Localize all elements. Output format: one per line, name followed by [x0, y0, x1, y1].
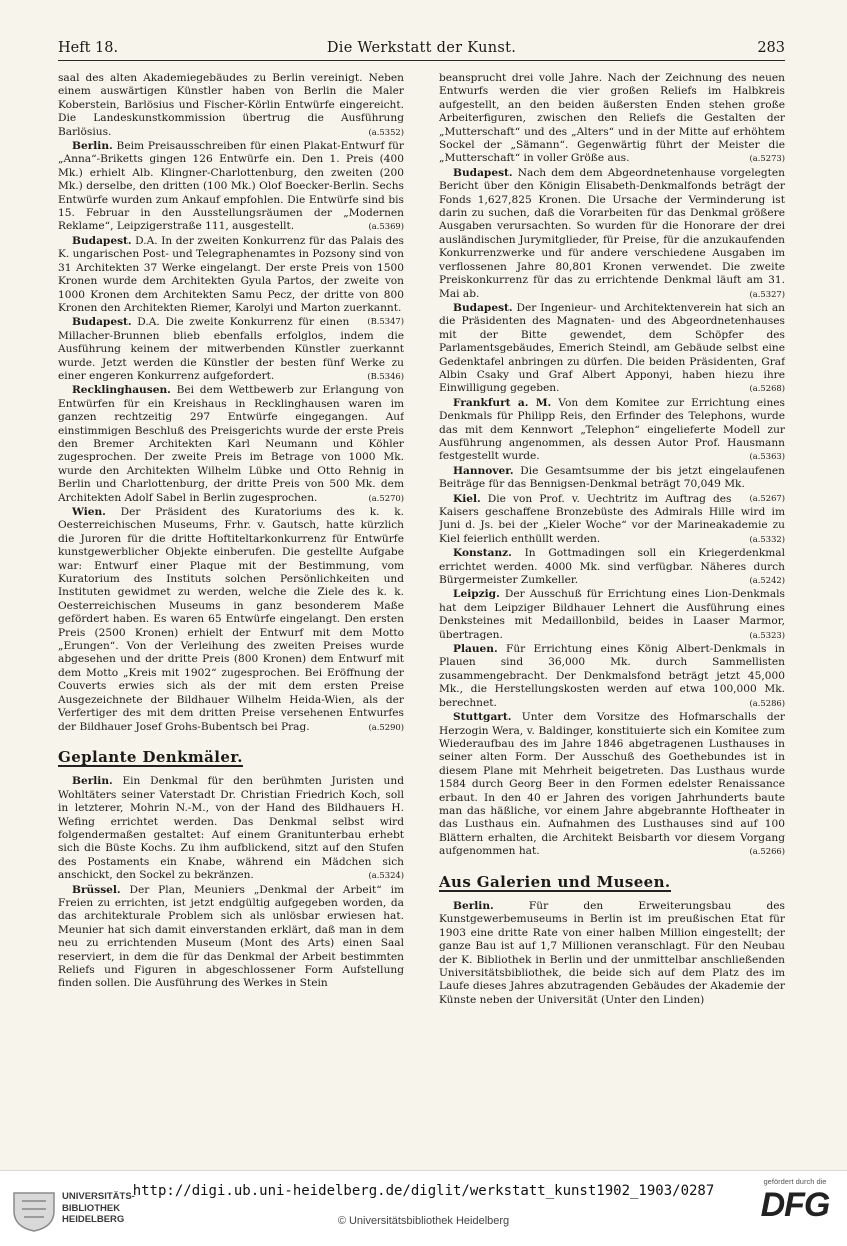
article-paragraph: Stuttgart. Unter dem Vorsitze des Hofmarschalls der Herzogin Wera, v. Baldinger, konstituierte sich ein Komitee zum Wiederaufbau des im Jahre 1846 abgetragenen Lusthauses in seiner alten Form. Der Ausschuß des Goethebundes ist in diesem Plane mit Mehrheit beigetreten. Das Lusthaus wurde 1584 durch Georg Beer in den Formen edelster Renaissance erbaut. In den 40 er Jahren des vorigen Jahrhunderts baute man das häßliche, vor einem Jahre abgebrannte Hoftheater in das Lusthaus ein. Aufnahmen des Lusthauses sind auf 100 Blättern erhalten, die Architekt Beisbarth vor diesem Vorgang aufgenommen hat. (a.5266): [439, 711, 785, 858]
issue-label: Heft 18.: [58, 40, 119, 56]
article-paragraph: beansprucht drei volle Jahre. Nach der Zeichnung des neuen Entwurfs werden die vier großen Reliefs im Halbkreis aufgestellt, an den beiden äußersten Enden stehen große Arbeiterfiguren, zwischen den Reliefs die Gestalten der „Mutterschaft“ und des „Alters“ und in der Mitte auf erhöhtem Sockel der „Sämann“. Gegenwärtig führt der Meister die „Mutterschaft“ in voller Größe aus. (a.5273): [439, 72, 785, 165]
article-paragraph: Budapest. Nach dem dem Abgeordnetenhause vorgelegten Bericht über den Königin Elisabeth-Denkmalfonds beträgt der Fonds 1,627,825 Kronen. Die Ursache der Verminderung ist darin zu suchen, daß die Vorarbeiten für das Denkmal größere Ausgaben verursachten. So wurden für die Honorare der drei ausländischen Jurymitglieder, für Preise, für die anzukaufenden Konkurrenzwerke und für andere verschiedene Ausgaben im verflossenen Jahre 80,801 Kronen verwendet. Die zweite Preiskonkurrenz für das zu errichtende Denkmal läuft am 31. Mai ab. (a.5327): [439, 166, 785, 300]
funding-note: gefördert durch die: [763, 1177, 827, 1186]
article-paragraph: saal des alten Akademiegebäudes zu Berlin vereinigt. Neben einem auswärtigen Künstler haben von Berlin die Maler Koberstein, Barlösius und Fischer-Körlin Entwürfe eingereicht. Die Landeskunstkommission übertrug die Ausführung Barlösius. (a.5352): [58, 72, 404, 138]
library-name: UNIVERSITÄTS- BIBLIOTHEK HEIDELBERG: [62, 1191, 135, 1225]
section-heading: Aus Galerien und Museen.: [439, 872, 671, 891]
article-paragraph: Konstanz. In Gottmadingen soll ein Kriegerdenkmal errichtet werden. 4000 Mk. sind verfügbar. Näheres durch Bürgermeister Zumkeller. (a.5242): [439, 547, 785, 587]
page-number: 283: [757, 40, 785, 56]
article-paragraph: Budapest. D.A. In der zweiten Konkurrenz für das Palais des K. ungarischen Post- und Telegraphenamtes in Pozsony sind von 31 Architekten 37 Werke eingelangt. Der erste Preis von 1500 Kronen wurde dem Architekten Gyula Partos, der zweite von 1000 Kronen dem Architekten Samu Pecz, der dritte von 800 Kronen den Architekten Riemer, Karolyi und Marton zuerkannt. (B.5347): [58, 234, 404, 327]
viewer-footer: [0, 1170, 847, 1246]
article-paragraph: Recklinghausen. Bei dem Wettbewerb zur Erlangung von Entwürfen für ein Kreishaus in Recklinghausen waren im ganzen rechtzeitig 297 Entwürfe eingegangen. Auf einstimmigen Beschluß des Preisgerichts wurde der erste Preis den Bremer Architekten Karl Neumann und Köhler zugesprochen. Der zweite Preis im Betrage von 1000 Mk. wurde den Architekten Wilhelm Lübke und Otto Rehnig in Berlin und Charlottenburg, der dritte Preis von 500 Mk. dem Architekten Adolf Sabel in Berlin zugesprochen. (a.5270): [58, 384, 404, 504]
copyright-notice: © Universitätsbibliothek Heidelberg: [337, 1215, 510, 1227]
article-paragraph: Berlin. Für den Erweiterungsbau des Kunstgewerbemuseums in Berlin ist im preußischen Etat für 1903 eine dritte Rate von einer halben Million eingestellt; der ganze Bau ist auf 1,7 Millionen veranschlagt. Für den Neubau der K. Bibliothek in Berlin und der unmittelbar anschließenden Universitätsbibliothek, die beide sich auf dem Platz des im Laufe dieses Jahres abzutragenden Gebäudes der Akademie der Künste neben der Universität (Unter den Linden): [439, 899, 785, 1006]
journal-title: Die Werkstatt der Kunst.: [326, 40, 517, 56]
article-paragraph: Budapest. Der Ingenieur- und Architektenverein hat sich an die Präsidenten des Magnaten- und des Abgeordnetenhauses mit der Bitte gewendet, dem Schöpfer des Parlamentsgebäudes, Emerich Steindl, am Gebäude selbst eine Gedenktafel anbringen zu dürfen. Die beiden Präsidenten, Graf Albin Csaky und Graf Albert Apponyi, haben hiezu ihre Einwilligung gegeben. (a.5268): [439, 301, 785, 395]
section-heading: Geplante Denkmäler.: [58, 747, 243, 766]
left-column: [58, 72, 404, 1158]
article-paragraph: Leipzig. Der Ausschuß für Errichtung eines Lion-Denkmals hat dem Leipziger Bildhauer Lehnert die Ausführung eines Denksteines mit Medaillonbild, beides in Laaser Marmor, übertragen. (a.5323): [439, 588, 785, 641]
article-paragraph: Hannover. Die Gesamtsumme der bis jetzt eingelaufenen Beiträge für das Bennigsen-Denkmal beträgt 70,049 Mk. (a.5267): [439, 464, 785, 503]
running-header: [58, 38, 785, 61]
right-column: [439, 72, 785, 1158]
article-paragraph: Brüssel. Der Plan, Meuniers „Denkmal der Arbeit“ im Freien zu errichten, ist jetzt endgültig aufgegeben worden, da das architekturale Problem sich als unlösbar erwiesen hat. Meunier hat sich damit einverstanden erklärt, daß man in dem neu zu errichtenden Museum (Mont des Arts) einen Saal reserviert, in dem die für das Denkmal der Arbeit bestimmten Reliefs und Figuren in abgeschlossener Form Aufstellung finden sollen. Die Ausführung des Werkes in Stein: [58, 883, 404, 990]
article-paragraph: Berlin. Ein Denkmal für den berühmten Juristen und Wohltäters seiner Vaterstadt Dr. Christian Friedrich Koch, soll in letzterer, Mohrin N.-M., von der Hand des Bildhauers H. Wefing errichtet werden. Das Denkmal selbst wird folgendermaßen gestaltet: Auf einem Granitunterbau erhebt sich die Büste Kochs. Zu ihm aufblickend, sitzt auf den Stufen des Postaments ein Knabe, während ein Mädchen sich anschickt, den Sockel zu bekränzen. (a.5324): [58, 775, 404, 882]
article-paragraph: Berlin. Beim Preisausschreiben für einen Plakat-Entwurf für „Anna“-Briketts gingen 126 Entwürfe ein. Den 1. Preis (400 Mk.) erhielt Alb. Klingner-Charlottenburg, den zweiten (200 Mk.) derselbe, den dritten (100 Mk.) Olof Boecker-Berlin. Sechs Entwürfe wurden zum Ankauf empfohlen. Die Entwürfe sind bis 15. Februar in den Ausstellungsräumen der „Modernen Reklame“, Leipzigerstraße 111, ausgestellt. (a.5369): [58, 140, 404, 233]
article-paragraph: Budapest. D.A. Die zweite Konkurrenz für einen Millacher-Brunnen blieb ebenfalls erfolglos, indem die Ausführung keinem der mitwerbenden Künstler zuerkannt wurde. Jetzt werden die Künstler der besten fünf Werke zu einer engeren Konkurrenz aufgefordert. (B.5346): [58, 316, 404, 382]
dfg-logo[interactable]: [755, 1177, 835, 1239]
article-paragraph: Wien. Der Präsident des Kuratoriums des k. k. Oesterreichischen Museums, Frhr. v. Gautsch, hatte kürzlich die Juroren für die dritte Hoftiteltarkonkurrenz für Entwürfe kunstgewerblicher Objekte einberufen. Die gestellte Aufgabe war: Entwurf einer Plaque mit der Bestimmung, vom Kuratorium des Instituts solchen Persönlichkeiten und Instituten gewidmet zu werden, welche die Ziele des k. k. Oesterreichischen Museums in ganz besonderem Maße gefördert haben. Es waren 65 Entwürfe eingelangt. Den ersten Preis (2500 Kronen) erhielt der Entwurf mit dem Motto „Erungen“. Von der Verleihung des zweiten Preises wurde abgesehen und der dritte Preis (800 Kronen) dem Entwurf mit dem Motto „Kreis mit 1902“ zugesprochen. Bei Eröffnung der Couverts erwies sich als der mit dem ersten Preise Ausgezeichnete der Bildhauer Wilhelm Heida-Wien, als der Verfertiger des mit dem dritten Preise versehenen Entwurfes der Bildhauer Josef Grohs-Bubentsch bei Prag. (a.5290): [58, 506, 404, 733]
permalink-url[interactable]: http://digi.ub.uni-heidelberg.de/diglit/werkstatt_kunst1902_1903/0287: [132, 1183, 715, 1199]
article-paragraph: Kiel. Die von Prof. v. Uechtritz im Auftrag des Kaisers geschaffene Bronzebüste des Admirals Hille wird im Juni d. Js. bei der „Kieler Woche“ vor der Marineakademie zu Kiel feierlich enthüllt werden. (a.5332): [439, 492, 785, 545]
article-paragraph: Frankfurt a. M. Von dem Komitee zur Errichtung eines Denkmals für Philipp Reis, den Erfinder des Telephons, wurde das mit dem Kennwort „Telephon“ eingelieferte Modell zur Ausführung angenommen, als dessen Autor Prof. Hausmann festgestellt wurde. (a.5363): [439, 396, 785, 463]
dfg-logo-text: DFG: [760, 1186, 830, 1224]
article-paragraph: Plauen. Für Errichtung eines König Albert-Denkmals in Plauen sind 36,000 Mk. durch Sammellisten zusammengebracht. Der Denkmalsfond beträgt jetzt 45,000 Mk., die Herstellungskosten werden auf etwa 100,000 Mk. berechnet. (a.5286): [439, 643, 785, 709]
